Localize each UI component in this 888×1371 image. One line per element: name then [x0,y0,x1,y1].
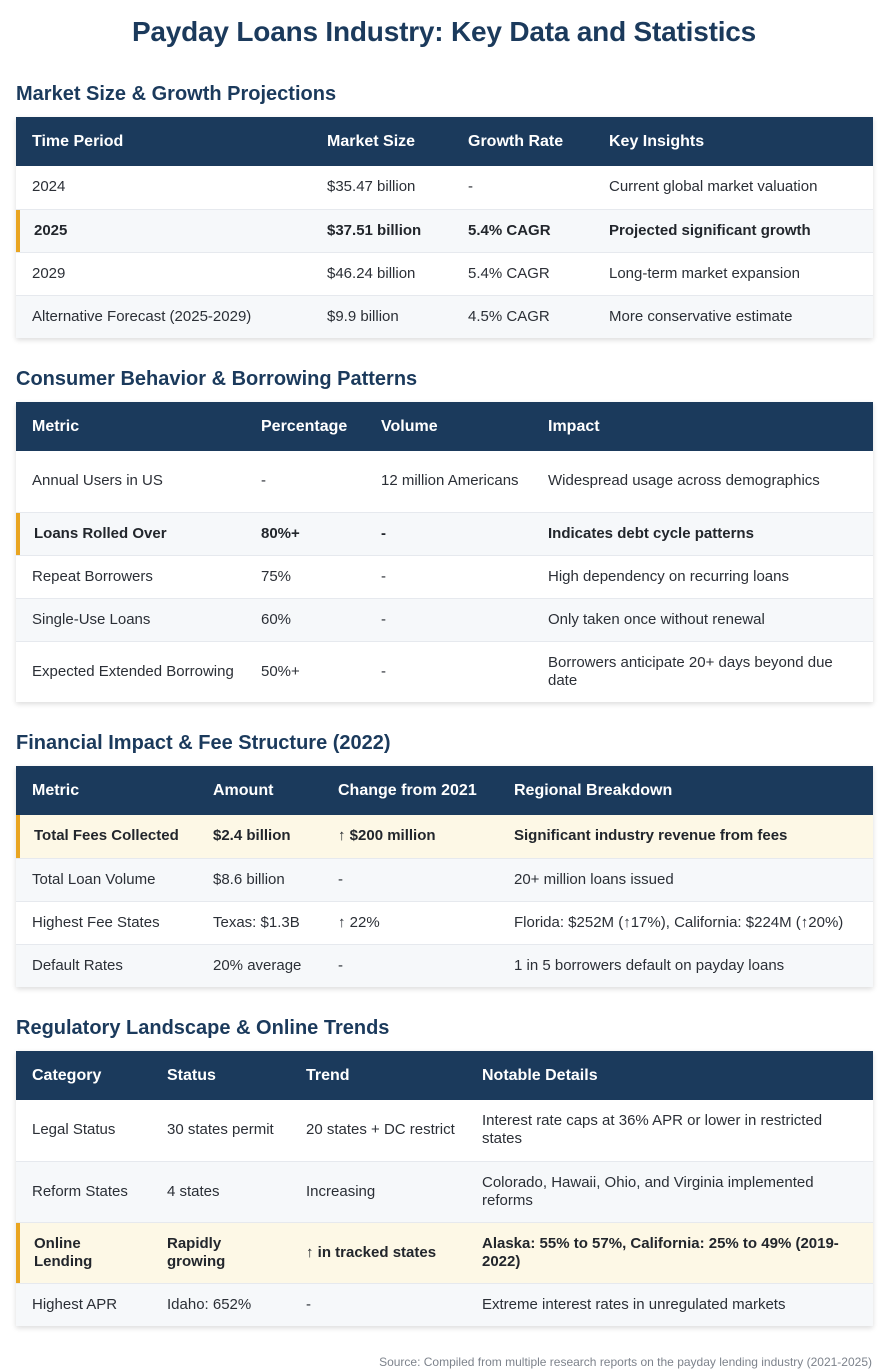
column-header: Percentage [245,402,365,451]
page-title: Payday Loans Industry: Key Data and Statistics [131,16,757,47]
table-cell: $8.6 billion [197,858,322,901]
table-row [16,295,873,338]
table-cell: 2025 [16,209,311,252]
table-row [16,944,873,987]
consumer-behavior-table [16,402,873,702]
table-cell: - [322,858,498,901]
table-cell: Alternative Forecast (2025-2029) [16,295,311,338]
table-cell: - [452,166,593,209]
table-cell: Highest Fee States [16,901,197,944]
table-cell: Borrowers anticipate 20+ days beyond due date [548,653,833,689]
table-cell: Indicates debt cycle patterns [532,512,873,555]
table-row [16,1100,873,1161]
section-heading-financial-impact: Financial Impact & Fee Structure (2022) [16,732,391,754]
market-size-table [16,117,873,338]
table-row [16,451,873,512]
table-cell: Default Rates [16,944,197,987]
table-cell: Widespread usage across demographics [532,451,873,512]
table-cell: Annual Users in US [16,451,245,512]
table-cell: Online Lending [16,1222,151,1283]
table-cell: Long-term market expansion [593,252,873,295]
table-cell: 2029 [16,252,311,295]
table-cell: Loans Rolled Over [16,512,245,555]
column-header: Notable Details [466,1051,873,1100]
table-row-highlighted [16,815,873,858]
column-header: Category [16,1051,151,1100]
table-cell: 2024 [16,166,311,209]
table-cell: Repeat Borrowers [16,555,245,598]
table-row [16,858,873,901]
table-cell: $2.4 billion [197,815,322,858]
table-cell: 20+ million loans issued [498,858,873,901]
table-cell: $35.47 billion [311,166,452,209]
table-cell: Increasing [290,1161,466,1222]
table-row [16,252,873,295]
table-cell: High dependency on recurring loans [532,555,873,598]
table-cell: Expected Extended Borrowing [32,662,234,680]
column-header: Trend [290,1051,466,1100]
table-header-row [16,402,873,451]
table-cell: 80%+ [245,512,365,555]
table-cell: ↑ $200 million [322,815,498,858]
table-cell: $9.9 billion [311,295,452,338]
table-cell: - [290,1283,466,1326]
column-header: Change from 2021 [322,766,498,815]
table-cell: Interest rate caps at 36% APR or lower in restricted states [466,1100,873,1161]
table-cell: 50%+ [261,662,300,680]
table-row [16,901,873,944]
table-row-highlighted [16,512,873,555]
table-cell: Extreme interest rates in unregulated markets [466,1283,873,1326]
table-cell: 20% average [197,944,322,987]
table-header-row [16,117,873,166]
table-cell: Rapidly growing [151,1222,290,1283]
section-heading-market-size: Market Size & Growth Projections [16,83,337,105]
table-cell: Idaho: 652% [151,1283,290,1326]
table-cell: Colorado, Hawaii, Ohio, and Virginia implemented reforms [466,1161,873,1222]
table-cell: Significant industry revenue from fees [498,815,873,858]
table-cell: ↑ in tracked states [290,1222,466,1283]
table-cell: Legal Status [16,1100,151,1161]
table-cell: 60% [245,598,365,641]
table-cell: 5.4% CAGR [452,209,593,252]
column-header: Metric [16,766,197,815]
table-cell: Total Loan Volume [16,858,197,901]
section-heading-consumer-behavior: Consumer Behavior & Borrowing Patterns [16,368,418,390]
table-cell: 30 states permit [151,1100,290,1161]
table-cell: $37.51 billion [311,209,452,252]
column-header: Metric [16,402,245,451]
table-cell: 20 states + DC restrict [290,1100,466,1161]
table-cell: Texas: $1.3B [197,901,322,944]
table-cell: 12 million Americans [365,451,532,512]
table-row [16,598,873,641]
column-header: Regional Breakdown [498,766,873,815]
table-row [16,166,873,209]
table-cell: - [365,512,532,555]
table-cell: Florida: $252M (↑17%), California: $224M (↑20%) [498,901,873,944]
section-heading-regulatory: Regulatory Landscape & Online Trends [16,1017,390,1039]
column-header: Volume [365,402,532,451]
column-header: Key Insights [593,117,873,166]
table-cell: - [381,662,386,680]
table-cell: 4.5% CAGR [452,295,593,338]
table-cell: Alaska: 55% to 57%, California: 25% to 49% (2019-2022) [466,1222,873,1283]
table-cell: ↑ 22% [322,901,498,944]
table-row [16,555,873,598]
table-row [16,1161,873,1222]
table-cell: - [245,451,365,512]
table-cell: Reform States [16,1161,151,1222]
table-cell: Current global market valuation [593,166,873,209]
column-header: Impact [532,402,873,451]
table-cell: Projected significant growth [593,209,873,252]
column-header: Time Period [16,117,311,166]
table-cell: 75% [245,555,365,598]
regulatory-table [16,1051,873,1326]
financial-impact-table [16,766,873,987]
table-cell: 1 in 5 borrowers default on payday loans [498,944,873,987]
table-cell: Highest APR [16,1283,151,1326]
table-row [16,1283,873,1326]
table-cell: Only taken once without renewal [532,598,873,641]
table-cell: 4 states [151,1161,290,1222]
column-header: Growth Rate [452,117,593,166]
table-row-highlighted [16,209,873,252]
column-header: Amount [197,766,322,815]
table-cell: $46.24 billion [311,252,452,295]
table-cell: Total Fees Collected [16,815,197,858]
table-row-highlighted [16,1222,873,1283]
table-cell: More conservative estimate [593,295,873,338]
source-note: Source: Compiled from multiple research reports on the payday lending industry (2021-2025) [379,1355,872,1369]
table-cell: 5.4% CAGR [452,252,593,295]
table-cell: - [365,598,532,641]
table-cell: - [365,555,532,598]
table-cell: - [322,944,498,987]
column-header: Status [151,1051,290,1100]
table-row [16,641,873,702]
table-header-row [16,766,873,815]
table-header-row [16,1051,873,1100]
table-cell: Single-Use Loans [16,598,245,641]
column-header: Market Size [311,117,452,166]
